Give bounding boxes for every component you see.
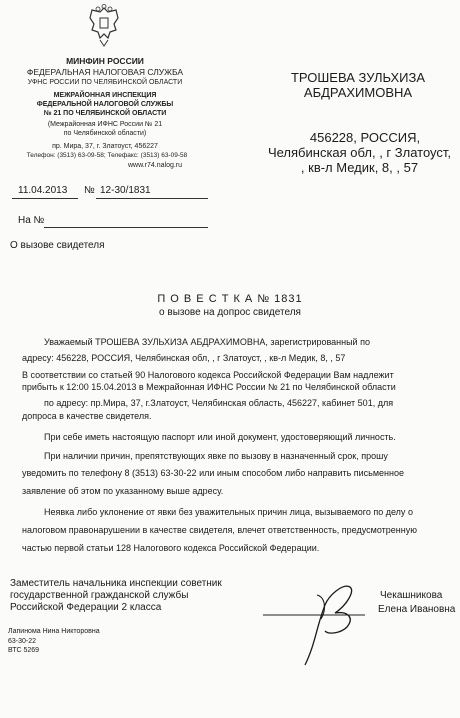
body-purpose-line: допроса в качестве свидетеля.: [22, 411, 152, 421]
body-location-line: по адресу: пр.Мира, 37, г.Златоуст, Челябинская область, 456227, кабинет 501, для: [44, 398, 394, 408]
number-underline: [96, 198, 208, 199]
inspection-line-2: ФЕДЕРАЛЬНОЙ НАЛОГОВОЙ СЛУЖБЫ: [36, 101, 174, 108]
reply-to-label: На №: [18, 215, 45, 226]
recipient-name-line-2: АБДРАХИМОВНА: [303, 85, 413, 100]
signer-position-line-2: государственной гражданской службы: [10, 590, 189, 601]
executor-name: Лапинома Нина Никторовна: [8, 628, 100, 635]
body-notify-line-1: При наличии причин, препятствующих явке по вызову в назначенный срок, прошу: [44, 451, 388, 461]
handwritten-signature: [255, 575, 375, 670]
body-notify-line-3: заявление об этом по указанному выше адресу.: [22, 486, 224, 496]
date-underline: [12, 198, 78, 199]
short-name-line-1: (Межрайонная ИФНС России № 21: [47, 121, 163, 128]
signer-given-names: Елена Ивановна: [378, 604, 456, 615]
summons-subtitle: о вызове на допрос свидетеля: [159, 307, 301, 318]
coat-of-arms-emblem: [86, 4, 122, 48]
body-appear-line: прибыть к 12:00 15.04.2013 в Межрайонная ИФНС России № 21 по Челябинской области: [22, 382, 396, 392]
recipient-address-line-1: 456228, РОССИЯ,: [309, 130, 421, 145]
recipient-name-line-1: ТРОШЕВА ЗУЛЬХИЗА: [290, 70, 426, 85]
reply-to-underline: [44, 227, 208, 228]
body-liability-line-2: налоговом правонарушении в качестве свидетеля, влечет ответственность, предусмотренную: [22, 525, 417, 535]
regional-office: УФНС РОССИИ ПО ЧЕЛЯБИНСКОЙ ОБЛАСТИ: [27, 79, 183, 86]
office-website[interactable]: www.r74.nalog.ru: [127, 162, 183, 169]
body-greeting: Уважаемый ТРОШЕВА ЗУЛЬХИЗА АБДРАХИМОВНА, зарегистрированный по: [44, 337, 370, 347]
recipient-address-line-3: , кв-л Медик, 8, , 57: [300, 160, 419, 175]
body-liability-line-1: Неявка либо уклонение от явки без уважительных причин лица, вызываемого по делу о: [44, 507, 413, 517]
recipient-address-line-2: Челябинская обл, , г Златоуст,: [267, 145, 452, 160]
doc-number-label: №: [84, 185, 95, 196]
signer-position-line-3: Российской Федерации 2 класса: [10, 602, 162, 613]
office-address: пр. Мира, 37, г. Златоуст, 456227: [52, 143, 158, 150]
subject-line: О вызове свидетеля: [10, 240, 105, 251]
service-name: ФЕДЕРАЛЬНАЯ НАЛОГОВАЯ СЛУЖБА: [26, 67, 184, 77]
executor-code: ВТС 5269: [8, 647, 40, 654]
body-liability-line-3: частью первой статьи 128 Налогового кодекса Российской Федерации.: [22, 543, 320, 553]
inspection-line-3: № 21 ПО ЧЕЛЯБИНСКОЙ ОБЛАСТИ: [43, 110, 167, 117]
office-phones: Телефон: (3513) 63-09-58; Телефакс: (3513) 63-09-58: [26, 152, 188, 159]
signer-position-line-1: Заместитель начальника инспекции советник: [10, 578, 222, 589]
doc-number: 12-30/1831: [100, 185, 151, 196]
doc-date: 11.04.2013: [18, 185, 68, 196]
short-name-line-2: по Челябинской области): [63, 130, 147, 137]
body-article-line: В соответствии со статьей 90 Налогового кодекса Российской Федерации Вам надлежит: [22, 370, 394, 380]
body-notify-line-2: уведомить по телефону 8 (3513) 63-30-22 или иным способом либо направить письменное: [22, 468, 405, 478]
executor-phone: 63-30-22: [8, 638, 37, 645]
summons-title: П О В Е С Т К А № 1831: [157, 293, 303, 305]
inspection-line-1: МЕЖРАЙОННАЯ ИНСПЕКЦИЯ: [53, 92, 157, 99]
body-documents-line: При себе иметь настоящую паспорт или иной документ, удостоверяющий личность.: [44, 432, 396, 442]
signer-surname: Чекашникова: [380, 590, 443, 601]
ministry-name: МИНФИН РОССИИ: [66, 56, 144, 66]
body-address: адресу: 456228, РОССИЯ, Челябинская обл, , г Златоуст, , кв-л Медик, 8, , 57: [22, 353, 346, 363]
